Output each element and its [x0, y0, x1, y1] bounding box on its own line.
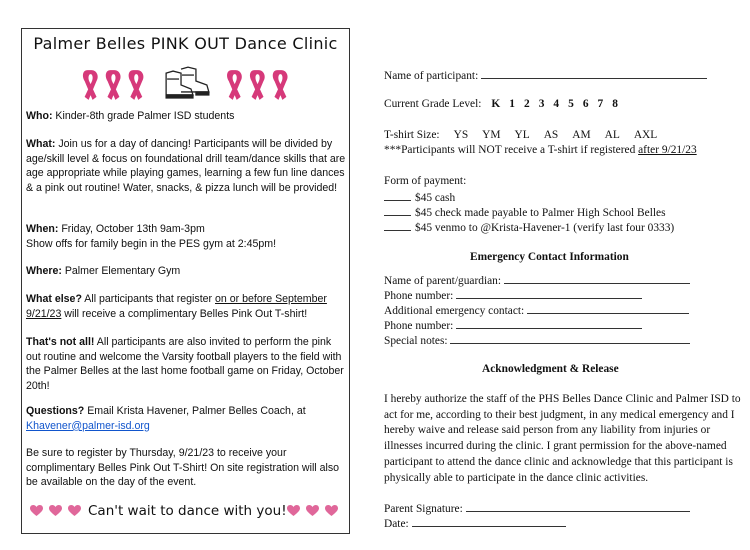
size-option[interactable]: YL	[514, 129, 530, 141]
grade-option[interactable]: K	[491, 98, 501, 110]
email-link[interactable]: Khavener@palmer-isd.org	[26, 419, 150, 432]
when-label: When:	[26, 223, 59, 235]
emergency-heading: Emergency Contact Information	[470, 251, 629, 263]
not-all-text: All participants are also invited to perform the pink out routine and welcome the Varsity football players to the field with the Palmer Belles at the last home football game on Friday, October 20th!	[26, 336, 344, 393]
size-option[interactable]: YS	[453, 129, 469, 141]
questions-label: Questions?	[26, 405, 85, 417]
what-text: Join us for a day of dancing! Participants will be divided by age/skill level & focus on foundational drill team/dance skills that are age appropriate while playing games, learning a few fun line dances & a pink out routine! Water, snacks, & pizza lunch will be provided!	[26, 138, 346, 195]
when-section	[26, 222, 348, 251]
signature-field[interactable]	[466, 500, 690, 512]
deadline-underlined: on or before September 9/21/23	[26, 293, 327, 320]
grade-option[interactable]: 5	[568, 98, 574, 110]
when-text: Friday, October 13th 9am-3pm	[58, 223, 205, 235]
phone-field-2[interactable]	[456, 317, 642, 329]
payment-checkbox[interactable]	[384, 219, 411, 231]
payment-checkbox[interactable]	[384, 204, 411, 216]
special-notes-row	[384, 332, 690, 349]
phone-label-2: Phone number:	[384, 320, 454, 332]
heart-icon	[325, 505, 338, 517]
grade-option[interactable]: 1	[509, 98, 515, 110]
payment-option-text: $45 venmo to @Krista-Havener-1 (verify last four 0333)	[415, 222, 675, 234]
what-else-label: What else?	[26, 293, 82, 305]
heart-icon	[287, 505, 300, 517]
register-section	[26, 446, 348, 490]
flyer-title: Palmer Belles PINK OUT Dance Clinic	[33, 34, 338, 53]
participant-name-label: Name of participant:	[384, 70, 479, 82]
register-text: Be sure to register by Thursday, 9/21/23 to receive your complimentary Belles Pink Out T-Shirt! On site registration will also be available on the day of the event.	[26, 447, 340, 489]
size-option[interactable]: AM	[572, 129, 591, 141]
pink-ribbon-icon	[83, 70, 98, 100]
who-label: Who:	[26, 110, 53, 122]
grade-option[interactable]: 2	[524, 98, 530, 110]
heart-icon	[30, 505, 43, 517]
what-else-text: All participants that register	[81, 293, 216, 305]
tshirt-note-deadline: after 9/21/23	[638, 144, 697, 156]
participant-name-field[interactable]	[481, 67, 707, 79]
flyer-box	[21, 28, 350, 534]
tshirt-note	[384, 143, 697, 158]
special-notes-field[interactable]	[450, 332, 690, 344]
decoration-row	[22, 65, 349, 105]
questions-section	[26, 404, 348, 433]
when-text-2: Show offs for family begin in the PES gym at 2:45pm!	[26, 237, 277, 250]
tshirt-size-label: T-shirt Size:	[384, 129, 440, 141]
date-row	[384, 515, 566, 532]
special-notes-label: Special notes:	[384, 335, 448, 347]
size-option[interactable]: AXL	[633, 129, 658, 141]
grade-level-label: Current Grade Level:	[384, 98, 482, 110]
footer-text: Can't wait to dance with you!	[88, 503, 287, 519]
grade-option[interactable]: 6	[582, 98, 589, 110]
what-section	[26, 137, 348, 196]
payment-option-venmo	[384, 219, 674, 236]
where-section	[26, 264, 348, 279]
acknowledgment-text: I hereby authorize the staff of the PHS Belles Dance Clinic and Palmer ISD to act for me, according to their best judgment, in any medical emergency and I hereby waive and release said person from any liability from injuries or illnesses incurred during the clinic. I grant permission for the above-named participant to attend the dance clinic and acknowledge that this participant is physically able to participate in the dance clinic activities.	[384, 393, 741, 484]
additional-contact-field[interactable]	[527, 302, 689, 314]
payment-label: Form of payment:	[384, 175, 467, 187]
not-all-label: That's not all!	[26, 336, 95, 348]
what-label: What:	[26, 138, 56, 150]
where-label: Where:	[26, 265, 62, 277]
parent-name-field[interactable]	[504, 272, 690, 284]
size-option[interactable]: AL	[604, 129, 620, 141]
who-section	[26, 109, 348, 124]
size-option[interactable]: AS	[543, 129, 559, 141]
grade-option[interactable]: 7	[597, 98, 604, 110]
phone-field[interactable]	[456, 287, 642, 299]
signature-label: Parent Signature:	[384, 503, 463, 515]
footer-row	[22, 499, 349, 525]
pink-ribbon-icon	[129, 70, 144, 100]
pink-ribbon-icon	[106, 70, 121, 100]
what-else-section	[26, 292, 348, 321]
pink-ribbon-icon	[250, 70, 265, 100]
date-field[interactable]	[412, 515, 566, 527]
grade-option[interactable]: 4	[553, 98, 560, 110]
what-else-text-2: will receive a complimentary Belles Pink Out T-shirt!	[61, 307, 308, 320]
participant-name-row	[384, 67, 707, 84]
acknowledgment-heading: Acknowledgment & Release	[482, 363, 619, 375]
grade-level-row	[384, 97, 627, 112]
grade-option[interactable]: 8	[612, 98, 618, 110]
payment-option-text: $45 check made payable to Palmer High School Belles	[415, 207, 666, 219]
who-text: Kinder-8th grade Palmer ISD students	[52, 110, 235, 122]
tshirt-size-row	[384, 128, 671, 143]
pink-ribbon-icon	[227, 70, 242, 100]
parent-name-label: Name of parent/guardian:	[384, 275, 502, 287]
where-text: Palmer Elementary Gym	[61, 265, 181, 277]
grade-option[interactable]: 3	[538, 98, 545, 110]
phone-label: Phone number:	[384, 290, 454, 302]
heart-icon	[49, 505, 62, 517]
heart-icon	[68, 505, 81, 517]
additional-contact-label: Additional emergency contact:	[384, 305, 525, 317]
not-all-section	[26, 335, 348, 394]
payment-checkbox[interactable]	[384, 189, 411, 201]
tshirt-note-text: ***Participants will NOT receive a T-shirt if registered	[384, 144, 639, 156]
date-label: Date:	[384, 518, 409, 530]
pink-ribbon-icon	[273, 70, 288, 100]
questions-text: Email Krista Havener, Palmer Belles Coach, at	[84, 405, 306, 417]
payment-option-text: $45 cash	[415, 192, 456, 204]
dance-boots-icon	[166, 67, 209, 98]
size-option[interactable]: YM	[482, 129, 501, 141]
heart-icon	[306, 505, 319, 517]
